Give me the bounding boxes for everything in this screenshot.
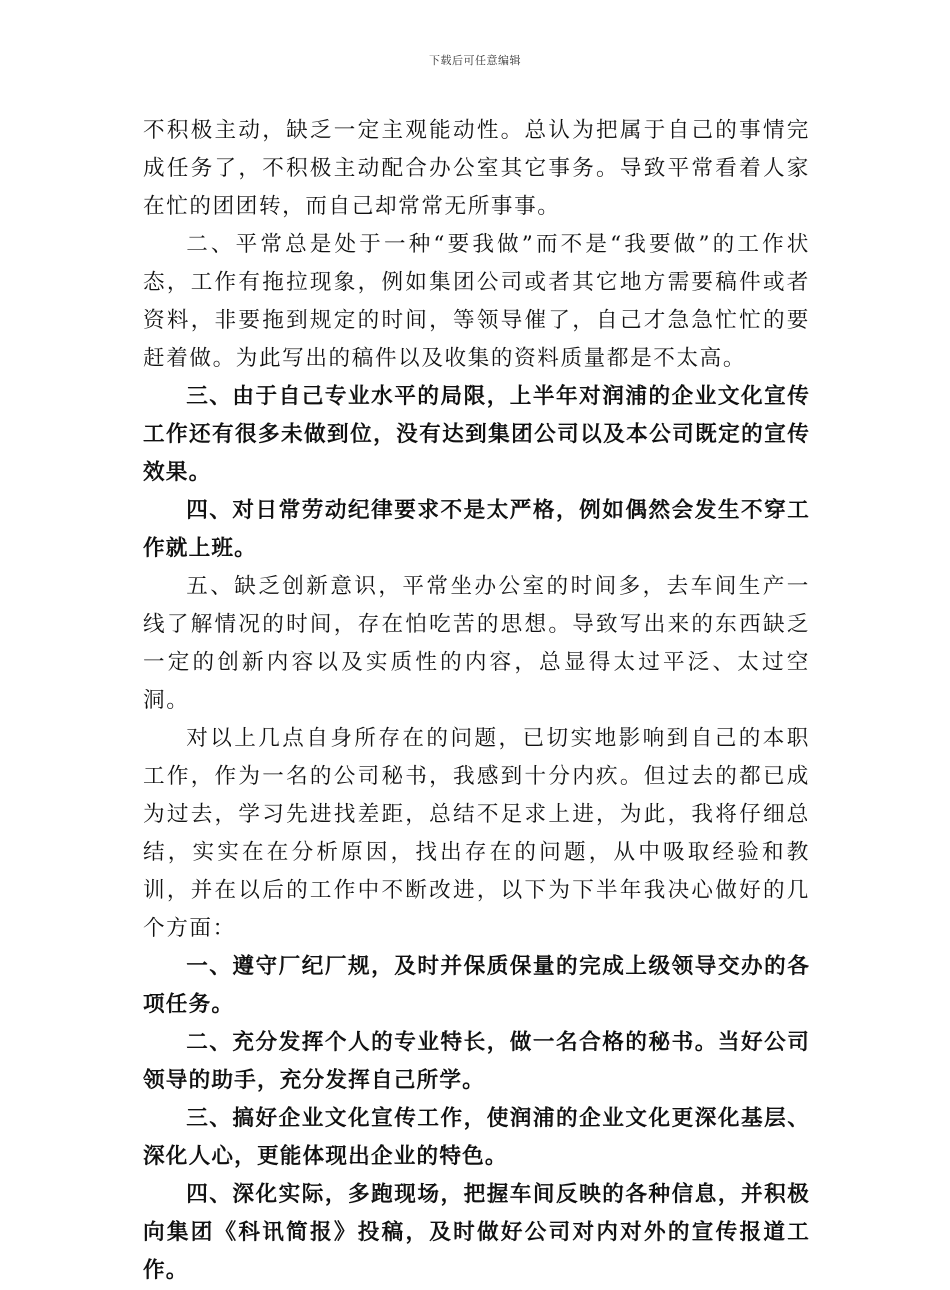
paragraph-issue-2: 二、平常总是处于一种“要我做”而不是“我要做”的工作状态，工作有拖拉现象，例如集团公司或者其它地方需要稿件或者资料，非要拖到规定的时间，等领导催了，自己才急急忙忙的要赶着做。为此写出的稿件以及收集的资料质量都是不太高。 bbox=[143, 232, 810, 371]
paragraph-issue-5: 五、缺乏创新意识，平常坐办公室的时间多，去车间生产一线了解情况的时间，存在怕吃苦的思想。导致写出来的东西缺乏一定的创新内容以及实质性的内容，总显得太过平泛、太过空洞。 bbox=[143, 574, 810, 713]
paragraph-plan-2: 二、充分发挥个人的专业特长，做一名合格的秘书。当好公司领导的助手，充分发挥自己所学。 bbox=[143, 1030, 810, 1093]
page-header: 下载后可任意编辑 bbox=[429, 54, 521, 67]
paragraph-plan-1: 一、遵守厂纪厂规，及时并保质保量的完成上级领导交办的各项任务。 bbox=[143, 954, 810, 1017]
paragraph-continuation: 不积极主动，缺乏一定主观能动性。总认为把属于自己的事情完成任务了，不积极主动配合办公室其它事务。导致平常看着人家在忙的团团转，而自己却常常无所事事。 bbox=[143, 118, 810, 219]
paragraph-issue-4: 四、对日常劳动纪律要求不是太严格，例如偶然会发生不穿工作就上班。 bbox=[143, 498, 810, 561]
paragraph-plan-4: 四、深化实际，多跑现场，把握车间反映的各种信息，并积极向集团《科讯简报》投稿，及时做好公司对内对外的宣传报道工作。 bbox=[143, 1182, 810, 1283]
document-body bbox=[143, 112, 810, 1290]
paragraph-issue-3: 三、由于自己专业水平的局限，上半年对润浦的企业文化宣传工作还有很多未做到位，没有达到集团公司以及本公司既定的宣传效果。 bbox=[143, 384, 810, 485]
paragraph-plan-3: 三、搞好企业文化宣传工作，使润浦的企业文化更深化基层、深化人心，更能体现出企业的特色。 bbox=[143, 1106, 810, 1169]
paragraph-summary: 对以上几点自身所存在的问题，已切实地影响到自己的本职工作，作为一名的公司秘书，我感到十分内疚。但过去的都已成为过去，学习先进找差距，总结不足求上进，为此，我将仔细总结，实实在在分析原因，找出存在的问题，从中吸取经验和教训，并在以后的工作中不断改进，以下为下半年我决心做好的几个方面： bbox=[143, 726, 810, 941]
